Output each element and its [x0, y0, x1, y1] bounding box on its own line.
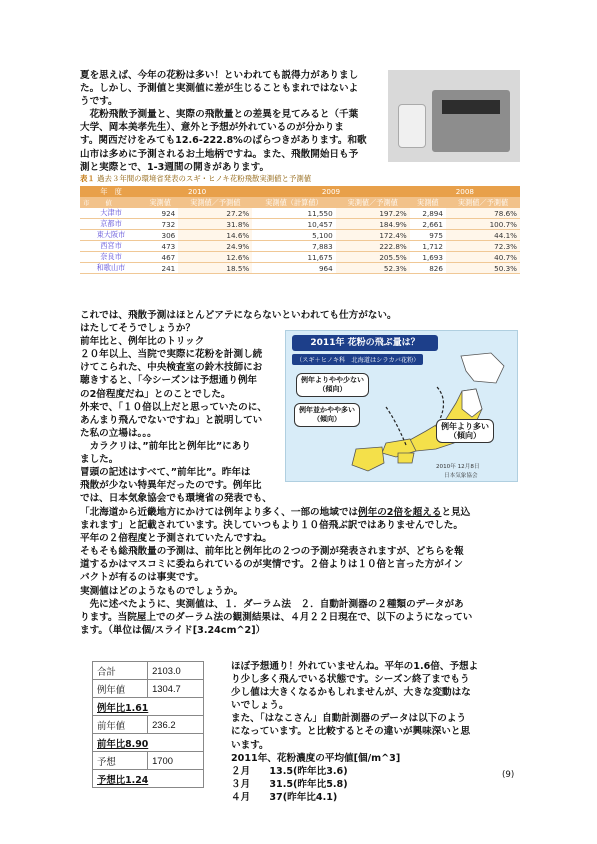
text-line: 夏を思えば、今年の花粉は多い！といわれても説得力がありまし: [80, 70, 359, 81]
city-cell: 京都市: [80, 219, 142, 230]
text-line: の2倍程度だね」とのことでした。: [80, 388, 231, 400]
table-row: [80, 252, 520, 263]
label-total: 合計: [93, 662, 148, 680]
text-line: いでしょう。: [231, 700, 289, 712]
value-cell: 12.6%: [178, 252, 252, 263]
sampler-cylinder: [398, 104, 426, 148]
value-cell: 205.5%: [336, 252, 410, 263]
callout-average: 例年並かやや多い （傾向）: [294, 403, 360, 427]
text-line: カラクリは、”前年比と例年比”にあり: [80, 440, 251, 452]
table-row: [80, 208, 520, 219]
value-cell: 732: [142, 219, 178, 230]
label-previous: 前年値: [93, 716, 148, 734]
subheader: 実測値（計算値）: [252, 197, 335, 208]
text-line: ４月 37(昨年比4.1): [231, 791, 338, 803]
display-panel: [442, 100, 500, 114]
text-line: す。関西だけをみても12.6-222.8%のばらつきがあります。和歌: [80, 135, 367, 147]
value-cell: 1,693: [410, 252, 446, 263]
intro-paragraph: [80, 69, 367, 174]
text-line: 飛散が少ない特異年だったのです。例年比: [80, 480, 262, 492]
table-caption-label: 表１: [80, 174, 95, 183]
header-year-2008: 2008: [410, 186, 520, 197]
city-cell: 西宮市: [80, 241, 142, 252]
text-line: 実測値はどのようなものでしょうか。: [80, 585, 244, 597]
right-paragraph: [231, 660, 478, 804]
ratio-average: 例年比1.61: [93, 698, 204, 716]
header-year-2009: 2009: [252, 186, 409, 197]
text-line: になっています。と比較するとその違いが興味深いと思: [231, 726, 471, 738]
text-line: あんまり飛んでないですね」と説明してい: [80, 414, 263, 426]
text-line: 大学、岡本美孝先生）、意外と予想が外れているのが分かりま: [80, 122, 344, 134]
text-span: と見込: [441, 507, 471, 518]
value-forecast: 1700: [148, 752, 204, 770]
text-line: はたしてそうでしょうか？: [80, 323, 196, 335]
subheader: 実測値: [410, 197, 446, 208]
text-line: た。しかし、予測値と実測値に差が生じることもまれではないよ: [80, 83, 359, 95]
value-cell: 10,457: [252, 219, 335, 230]
value-cell: 826: [410, 263, 446, 274]
value-cell: 241: [142, 263, 178, 274]
text-line: では、日本気象協会でも環境省の発表でも、: [80, 493, 272, 505]
value-cell: 306: [142, 230, 178, 241]
text-line: これでは、飛散予測はほとんどアテにならないといわれても仕方がない。: [80, 310, 397, 321]
value-average: 1304.7: [148, 680, 204, 698]
text-line: ました。: [80, 454, 119, 466]
subheader: 実測値／予測値: [178, 197, 252, 208]
value-cell: 172.4%: [336, 230, 410, 241]
value-cell: 44.1%: [446, 230, 520, 241]
text-line: [80, 506, 472, 519]
label-forecast: 予想: [93, 752, 148, 770]
text-line: 山市は多めに予測されるお土地柄ですね。また、飛散開始日も予: [80, 148, 359, 160]
value-cell: 52.3%: [336, 263, 410, 274]
value-cell: 31.8%: [178, 219, 252, 230]
subheader: 実測値／予測値: [446, 197, 520, 208]
text-line: 平年の２倍程度と予測されていたんですね。: [80, 533, 272, 545]
value-cell: 2,661: [410, 219, 446, 230]
text-line: ます。（単位は個/スライド[3.24cm^2]）: [80, 624, 266, 636]
text-line: そもそも総飛散量の予測は、前年比と例年比の２つの予測が発表されますが、どちらを報: [80, 546, 464, 558]
city-cell: 大津市: [80, 208, 142, 219]
value-cell: 50.3%: [446, 263, 520, 274]
map-title: 2011年 花粉の飛ぶ量は？: [292, 335, 438, 351]
text-line: 2011年、花粉濃度の平均値[個/m^3]: [231, 752, 401, 764]
value-cell: 467: [142, 252, 178, 263]
section-heading: 前年比と、例年比のトリック: [80, 336, 205, 348]
table-caption: [80, 173, 311, 184]
header-city: 市: [83, 199, 90, 207]
text-line: た私の立場は。。。: [80, 427, 157, 439]
text-line: ります。当院屋上でのダーラム法の観測結果は、４月２２日現在で、以下のようになってい: [80, 611, 473, 623]
text-line: 外来で、「１０倍以上だと思っていたのに、: [80, 401, 267, 413]
text-line: また、「はなこさん」自動計測器のデータは以下のよう: [231, 713, 467, 725]
value-cell: 197.2%: [336, 208, 410, 219]
header-value: 値: [105, 199, 112, 207]
value-cell: 473: [142, 241, 178, 252]
header-city-value: [80, 197, 142, 208]
text-line: まれます」と記載されています。決していつもより１０倍飛ぶ訳ではありませんでした。: [80, 520, 463, 532]
value-cell: 184.9%: [336, 219, 410, 230]
value-cell: 72.3%: [446, 241, 520, 252]
city-cell: 東大阪市: [80, 230, 142, 241]
text-line: ほぼ予想通り！外れていませんね。平年の1.6倍、予想よ: [231, 661, 479, 672]
table-row: [80, 219, 520, 230]
value-total: 2103.0: [148, 662, 204, 680]
label-average: 例年値: [93, 680, 148, 698]
text-line: うです。: [80, 96, 118, 108]
value-cell: 7,883: [252, 241, 335, 252]
value-cell: 18.5%: [178, 263, 252, 274]
city-cell: 和歌山市: [80, 263, 142, 274]
text-line: ２月 13.5(昨年比3.6): [231, 765, 348, 777]
text-line: ３月 31.5(昨年比5.8): [231, 778, 348, 790]
text-line: 花粉飛散予測量と、実際の飛散量との差異を見てみると（千葉: [80, 109, 359, 121]
table-caption-text: 過去３年間の環境省発表のスギ・ヒノキ花粉飛散実測値と予測値: [97, 174, 312, 183]
text-line: り少し多く飛んでいる状態です。シーズン終了までもう: [231, 674, 470, 686]
value-cell: 100.7%: [446, 219, 520, 230]
pollen-forecast-map: [285, 330, 518, 482]
text-line: パクトが有るのは事実です。: [80, 572, 204, 584]
text-line: ２０年以上、当院で実際に花粉を計測し続: [80, 349, 263, 361]
table-row: [80, 263, 520, 274]
counter-device: [432, 90, 510, 152]
pollen-counter-photo: [388, 70, 520, 162]
value-cell: 924: [142, 208, 178, 219]
subheader: 実測値: [142, 197, 178, 208]
text-line: います。: [231, 739, 269, 751]
text-span: 「北海道から近畿地方にかけては例年より多く、一部の地域では: [80, 507, 359, 518]
map-date: 2010年 12月8日: [436, 464, 480, 470]
text-line: 聴きすると、「今シーズンは予想通り例年: [80, 375, 258, 387]
header-year-2010: 2010: [142, 186, 252, 197]
map-subtitle: （スギ＋ヒノキ科 北海道はシラカバ花粉）: [292, 354, 423, 365]
page-number: (9): [502, 770, 515, 780]
full-paragraph: [80, 506, 472, 637]
value-previous: 236.2: [148, 716, 204, 734]
value-cell: 1,712: [410, 241, 446, 252]
subheader: 実測値／予測値: [336, 197, 410, 208]
value-cell: 78.6%: [446, 208, 520, 219]
value-cell: 222.8%: [336, 241, 410, 252]
value-cell: 2,894: [410, 208, 446, 219]
value-cell: 24.9%: [178, 241, 252, 252]
value-cell: 975: [410, 230, 446, 241]
header-year: 年 度: [80, 186, 142, 197]
value-cell: 5,100: [252, 230, 335, 241]
underlined-text: 例年の2倍を超える: [358, 507, 442, 518]
city-cell: 奈良市: [80, 252, 142, 263]
value-cell: 14.6%: [178, 230, 252, 241]
value-cell: 964: [252, 263, 335, 274]
pollen-data-table: [80, 186, 520, 274]
callout-more: 例年より多い （傾向）: [436, 419, 494, 443]
value-cell: 27.2%: [178, 208, 252, 219]
text-line: 少し値は大きくなるかもしれませんが、大きな変動はな: [231, 687, 471, 699]
value-cell: 11,675: [252, 252, 335, 263]
table-row: [80, 230, 520, 241]
durham-summary-table: [92, 661, 204, 788]
table-row: [80, 241, 520, 252]
value-cell: 40.7%: [446, 252, 520, 263]
text-line: 冒頭の記述はすべて、”前年比”。昨年は: [80, 467, 251, 479]
map-source: 日本気象協会: [444, 473, 478, 479]
ratio-previous: 前年比8.90: [93, 734, 204, 752]
ratio-forecast: 予想比1.24: [93, 770, 204, 788]
callout-slightly-less: 例年よりやや少ない （傾向）: [296, 373, 369, 397]
text-line: 道するかはマスコミに委ねられているのが実情です。２倍よりは１０倍と言った方がイン: [80, 559, 463, 571]
value-cell: 11,550: [252, 208, 335, 219]
text-line: けてこられた、中央検査室の鈴木技師にお: [80, 362, 263, 374]
text-line: 先に述べたように、実測値は、１．ダーラム法 ２．自動計測器の２種類のデータがあ: [80, 598, 464, 610]
text-line: 測と実際とで、1-3週間の開きがあります。: [80, 161, 270, 173]
